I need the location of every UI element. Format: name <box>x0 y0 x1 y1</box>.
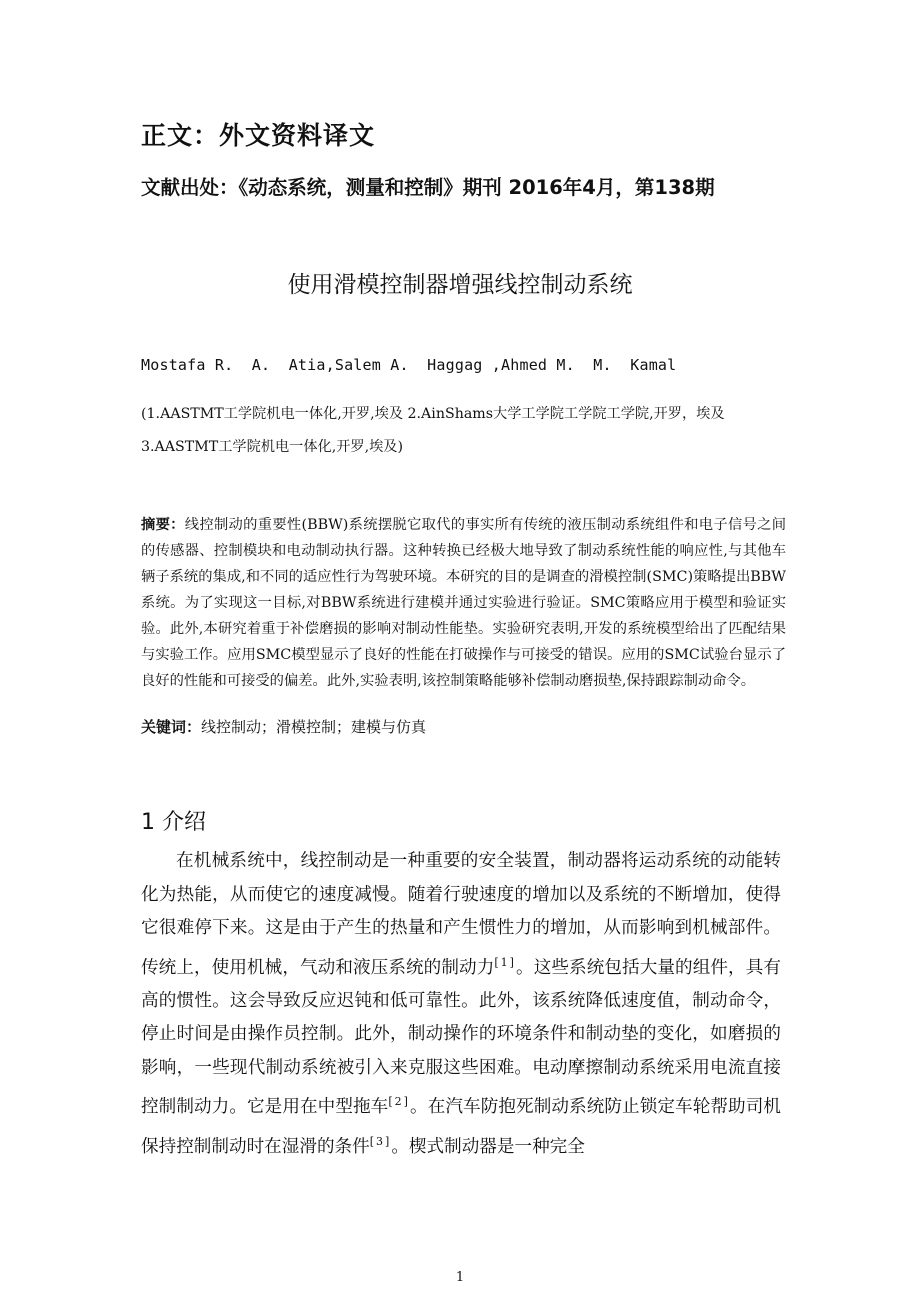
citation-3: [3] <box>369 1134 392 1148</box>
abstract-label: 摘要： <box>141 517 185 533</box>
authors: Mostafa R. A. Atia,Salem A. Haggag ,Ahmed M. M. Kamal <box>141 356 677 374</box>
citation-2: [2] <box>388 1095 410 1109</box>
abstract <box>141 512 786 694</box>
citation-1: [1] <box>494 955 516 969</box>
keywords-label: 关键词： <box>141 718 202 736</box>
body-text-2: 。这些系统包括大量的组件，具有高的惯性。这会导致反应迟钝和低可靠性。此外，该系统降低速度值，制动命令，停止时间是由操作员控制。此外，制动操作的环境条件和制动垫的变化，如磨损的影响，一些现代制动系统被引入来克服这些困难。电动摩擦制动系统采用电流直接控制制动力。它是用在中型拖车 <box>141 957 781 1118</box>
body-text-1: 在机械系统中，线控制动是一种重要的安全装置，制动器将运动系统的动能转化为热能，从而使它的速度减慢。随着行驶速度的增加以及系统的不断增加，使得它很难停下来。这是由于产生的热量和产生惯性力的增加，从而影响到机械部件。传统上，使用机械，气动和液压系统的制动力 <box>141 851 781 978</box>
abstract-text: 线控制动的重要性(BBW)系统摆脱它取代的事实所有传统的液压制动系统组件和电子信号之间的传感器、控制模块和电动制动执行器。这种转换已经极大地导致了制动系统性能的响应性,与其他车辆子系统的集成,和不同的适应性行为驾驶环境。本研究的目的是调查的滑模控制(SMC)策略提出BBW系统。为了实现这一目标,对BBW系统进行建模并通过实验进行验证。SMC策略应用于模型和验证实验。此外,本研究着重于补偿磨损的影响对制动性能垫。实验研究表明,开发的系统模型给出了匹配结果与实验工作。应用SMC模型显示了良好的性能在打破操作与可接受的错误。应用的SMC试验台显示了良好的性能和可接受的偏差。此外,实验表明,该控制策略能够补偿制动磨损垫,保持跟踪制动命令。 <box>141 517 787 689</box>
keywords <box>141 716 426 737</box>
document-heading: 正文：外文资料译文 <box>141 121 376 150</box>
body-text-4: 。楔式制动器是一种完全 <box>391 1136 585 1157</box>
page-number: 1 <box>455 1270 465 1285</box>
source-line: 文献出处：《动态系统，测量和控制》期刊 2016年4月，第138期 <box>141 176 715 199</box>
section-title: 1 介绍 <box>141 810 206 835</box>
affiliation: (1.AASTMT工学院机电一体化,开罗,埃及 2.AinShams大学工学院工学院工学院,开罗，埃及 3.AASTMT工学院机电一体化,开罗,埃及) <box>141 406 725 455</box>
paper-title: 使用滑模控制器增强线控制动系统 <box>287 272 633 298</box>
body-paragraph <box>141 845 781 1164</box>
keywords-text: 线控制动；滑模控制；建模与仿真 <box>201 718 427 736</box>
body-text-3: 。在汽车防抱死制动系统防止锁定车轮帮助司机保持控制制动时在湿滑的条件 <box>141 1097 781 1157</box>
